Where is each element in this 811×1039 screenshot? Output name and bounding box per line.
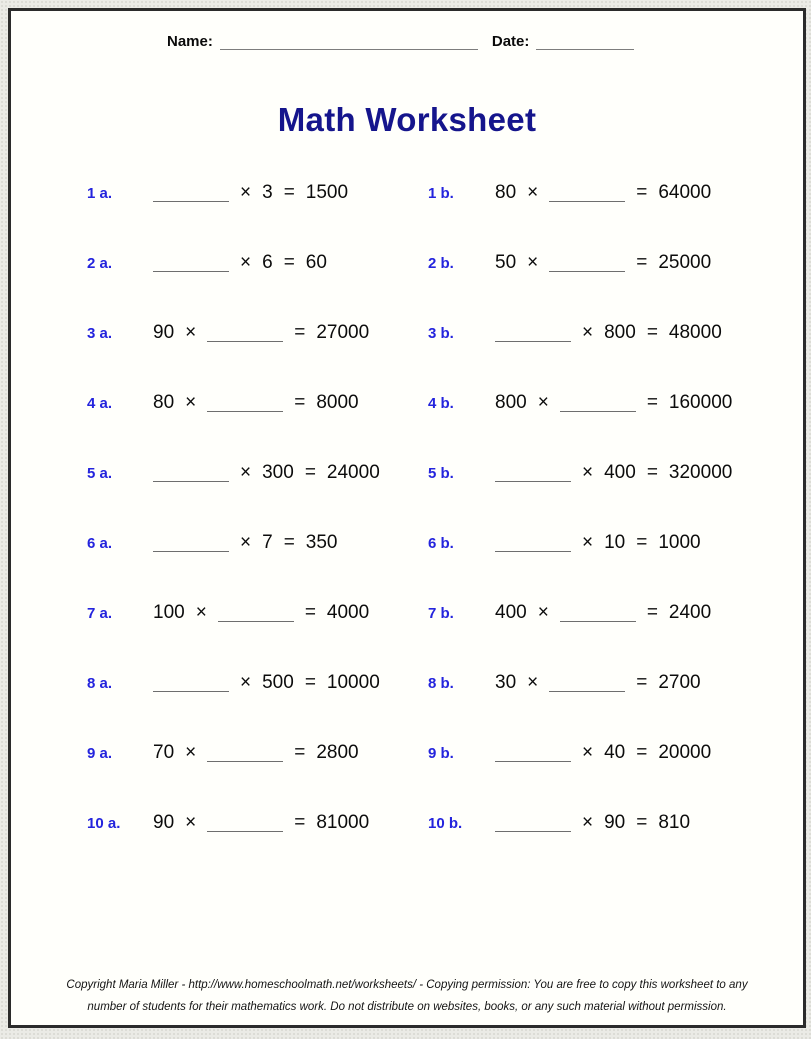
- equals-sign: =: [283, 532, 295, 553]
- problem-expression-1b: [495, 182, 803, 204]
- problem-label-4b: 4 b.: [428, 394, 454, 412]
- number-text: 20000: [658, 742, 712, 763]
- name-blank-line: [220, 33, 478, 50]
- date-blank-line: [536, 33, 634, 50]
- number-text: 80: [153, 392, 175, 413]
- equals-sign: =: [636, 182, 648, 203]
- equals-sign: =: [646, 392, 658, 413]
- number-text: 40: [604, 742, 626, 763]
- problem-label-7a: 7 a.: [87, 604, 113, 622]
- problem-row: [11, 158, 803, 228]
- equals-sign: =: [283, 252, 295, 273]
- multiply-sign: ×: [537, 392, 549, 413]
- number-text: 400: [604, 462, 636, 483]
- answer-blank: [549, 201, 625, 202]
- number-text: 25000: [658, 252, 712, 273]
- answer-blank: [153, 691, 229, 692]
- equals-sign: =: [636, 532, 648, 553]
- answer-blank: [153, 201, 229, 202]
- problem-expression-7b: [495, 602, 803, 624]
- multiply-sign: ×: [185, 322, 197, 343]
- number-text: 24000: [326, 462, 380, 483]
- answer-blank: [495, 341, 571, 342]
- equals-sign: =: [294, 322, 306, 343]
- problem-label-3a: 3 a.: [87, 324, 113, 342]
- problem-label-5a: 5 a.: [87, 464, 113, 482]
- equals-sign: =: [636, 672, 648, 693]
- number-text: 1000: [658, 532, 701, 553]
- number-text: 2400: [668, 602, 712, 623]
- problem-expression-8a: [153, 672, 428, 694]
- number-text: 300: [262, 462, 294, 483]
- equals-sign: =: [636, 812, 648, 833]
- problem-expression-2a: [153, 252, 428, 274]
- problem-row: [11, 228, 803, 298]
- date-label: Date:: [491, 33, 530, 50]
- number-text: 350: [305, 532, 338, 553]
- equals-sign: =: [294, 812, 306, 833]
- number-text: 90: [604, 812, 626, 833]
- name-label: Name:: [167, 33, 213, 50]
- number-text: 70: [153, 742, 175, 763]
- number-text: 60: [305, 252, 327, 273]
- problem-label-7b: 7 b.: [428, 604, 454, 622]
- equals-sign: =: [304, 462, 316, 483]
- equals-sign: =: [294, 392, 306, 413]
- answer-blank: [207, 341, 283, 342]
- problem-label-8b: 8 b.: [428, 674, 454, 692]
- answer-blank: [560, 411, 636, 412]
- problem-expression-2b: [495, 252, 803, 274]
- answer-blank: [153, 271, 229, 272]
- number-text: 6: [262, 252, 273, 273]
- number-text: 10: [604, 532, 626, 553]
- multiply-sign: ×: [582, 532, 594, 553]
- answer-blank: [495, 831, 571, 832]
- multiply-sign: ×: [527, 672, 539, 693]
- number-text: 30: [495, 672, 517, 693]
- page-title: Math Worksheet: [277, 101, 537, 138]
- multiply-sign: ×: [527, 182, 539, 203]
- number-text: 1500: [305, 182, 349, 203]
- equals-sign: =: [294, 742, 306, 763]
- answer-blank: [495, 551, 571, 552]
- number-text: 810: [658, 812, 691, 833]
- number-text: 64000: [658, 182, 712, 203]
- number-text: 90: [153, 322, 175, 343]
- number-text: 800: [604, 322, 636, 343]
- number-text: 2800: [316, 742, 359, 763]
- answer-blank: [549, 691, 625, 692]
- equals-sign: =: [646, 322, 658, 343]
- number-text: 27000: [316, 322, 370, 343]
- number-text: 2700: [658, 672, 701, 693]
- problems-grid: [11, 158, 803, 858]
- problem-row: [11, 298, 803, 368]
- problem-row: [11, 508, 803, 578]
- problem-expression-7a: [153, 602, 428, 624]
- multiply-sign: ×: [582, 322, 594, 343]
- number-text: 90: [153, 812, 175, 833]
- problem-expression-3a: [153, 322, 428, 344]
- equals-sign: =: [283, 182, 295, 203]
- number-text: 160000: [668, 392, 733, 413]
- multiply-sign: ×: [185, 392, 197, 413]
- answer-blank: [549, 271, 625, 272]
- answer-blank: [218, 621, 294, 622]
- problem-label-9b: 9 b.: [428, 744, 454, 762]
- copyright-line-1: Copyright Maria Miller - http://www.homeschoolmath.net/worksheets/ - Copying permission: You are free to copy this worksheet to any: [66, 979, 748, 992]
- multiply-sign: ×: [537, 602, 549, 623]
- problem-expression-9b: [495, 742, 803, 764]
- problem-label-4a: 4 a.: [87, 394, 113, 412]
- multiply-sign: ×: [185, 812, 197, 833]
- problem-label-10b: 10 b.: [428, 814, 463, 832]
- problem-label-2b: 2 b.: [428, 254, 454, 272]
- problem-label-8a: 8 a.: [87, 674, 113, 692]
- number-text: 3: [262, 182, 273, 203]
- number-text: 4000: [326, 602, 370, 623]
- number-text: 320000: [668, 462, 733, 483]
- problem-label-9a: 9 a.: [87, 744, 113, 762]
- multiply-sign: ×: [240, 182, 252, 203]
- answer-blank: [495, 481, 571, 482]
- problem-label-1b: 1 b.: [428, 184, 454, 202]
- problem-row: [11, 648, 803, 718]
- problem-expression-10a: [153, 812, 428, 834]
- multiply-sign: ×: [195, 602, 207, 623]
- answer-blank: [207, 831, 283, 832]
- problem-expression-4b: [495, 392, 803, 414]
- problem-expression-5a: [153, 462, 428, 484]
- answer-blank: [207, 761, 283, 762]
- equals-sign: =: [304, 672, 316, 693]
- number-text: 48000: [668, 322, 722, 343]
- equals-sign: =: [304, 602, 316, 623]
- number-text: 500: [262, 672, 294, 693]
- problem-label-10a: 10 a.: [87, 814, 121, 832]
- equals-sign: =: [636, 742, 648, 763]
- number-text: 100: [153, 602, 185, 623]
- problem-row: [11, 438, 803, 508]
- number-text: 400: [495, 602, 527, 623]
- equals-sign: =: [646, 462, 658, 483]
- sheet-header: [167, 33, 634, 50]
- answer-blank: [495, 761, 571, 762]
- answer-blank: [560, 621, 636, 622]
- problem-label-6a: 6 a.: [87, 534, 113, 552]
- problem-expression-3b: [495, 322, 803, 344]
- multiply-sign: ×: [582, 812, 594, 833]
- problem-label-3b: 3 b.: [428, 324, 454, 342]
- multiply-sign: ×: [240, 252, 252, 273]
- problem-label-1a: 1 a.: [87, 184, 113, 202]
- problem-label-2a: 2 a.: [87, 254, 113, 272]
- multiply-sign: ×: [240, 532, 252, 553]
- equals-sign: =: [646, 602, 658, 623]
- equals-sign: =: [636, 252, 648, 273]
- problem-expression-4a: [153, 392, 428, 414]
- problem-expression-8b: [495, 672, 803, 694]
- multiply-sign: ×: [582, 462, 594, 483]
- number-text: 50: [495, 252, 517, 273]
- answer-blank: [153, 481, 229, 482]
- problem-expression-9a: [153, 742, 428, 764]
- number-text: 80: [495, 182, 517, 203]
- problem-label-5b: 5 b.: [428, 464, 454, 482]
- multiply-sign: ×: [582, 742, 594, 763]
- problem-expression-6a: [153, 532, 428, 554]
- problem-expression-5b: [495, 462, 803, 484]
- problem-row: [11, 788, 803, 858]
- worksheet-page: [8, 8, 806, 1028]
- copyright-line-2: number of students for their mathematics work. Do not distribute on websites, books, or any such material without permission.: [87, 1000, 727, 1013]
- answer-blank: [207, 411, 283, 412]
- multiply-sign: ×: [240, 672, 252, 693]
- multiply-sign: ×: [240, 462, 252, 483]
- number-text: 7: [262, 532, 273, 553]
- problem-row: [11, 368, 803, 438]
- answer-blank: [153, 551, 229, 552]
- problem-expression-1a: [153, 182, 428, 204]
- problem-expression-10b: [495, 812, 803, 834]
- copyright-footer: [11, 975, 803, 1018]
- number-text: 81000: [316, 812, 370, 833]
- problem-label-6b: 6 b.: [428, 534, 454, 552]
- number-text: 8000: [316, 392, 359, 413]
- multiply-sign: ×: [527, 252, 539, 273]
- problem-expression-6b: [495, 532, 803, 554]
- number-text: 10000: [326, 672, 380, 693]
- problem-row: [11, 578, 803, 648]
- problem-row: [11, 718, 803, 788]
- number-text: 800: [495, 392, 527, 413]
- multiply-sign: ×: [185, 742, 197, 763]
